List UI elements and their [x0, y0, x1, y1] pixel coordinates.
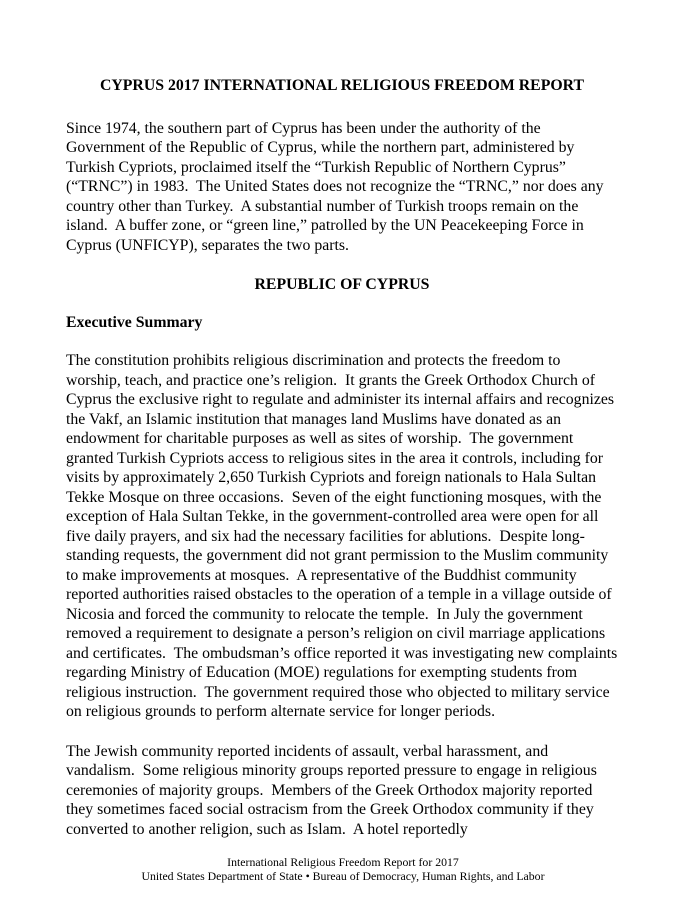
footer-line-2: United States Department of State • Bureau of Democracy, Human Rights, and Labor	[141, 868, 545, 883]
executive-summary-paragraph-2: The Jewish community reported incidents of assault, verbal harassment, and vandalism. Some religious minority groups reported pressure to engage in religious ceremonies of majority groups. Members of the Greek Orthodox majority reported they sometimes faced social ostracism from the Greek Orthodox community if they converted to another religion, such as Islam. A hotel reportedly	[66, 742, 601, 838]
section-heading-republic-of-cyprus: REPUBLIC OF CYPRUS	[254, 276, 430, 293]
page-footer	[0, 856, 686, 883]
intro-paragraph: Since 1974, the southern part of Cyprus has been under the authority of the Government of the Republic of Cyprus, while the northern part, administered by Turkish Cypriots, proclaimed itself the “Turkish Republic of Northern Cyprus” (“TRNC”) in 1983. The United States does not recognize the “TRNC,” nor does any country other than Turkey. A substantial number of Turkish troops remain on the island. A buffer zone, or “green line,” patrolled by the UN Peacekeeping Force in Cyprus (UNFICYP), separates the two parts.	[66, 119, 608, 254]
subsection-heading-executive-summary: Executive Summary	[66, 313, 203, 331]
executive-summary-paragraph-1: The constitution prohibits religious discrimination and protects the freedom to worship, teach, and practice one’s religion. It grants the Greek Orthodox Church of Cyprus the exclusive right to regulate and administer its internal affairs and recognizes the Vakf, an Islamic institution that manages land Muslims have donated as an endowment for charitable purposes as well as sites of worship. The government granted Turkish Cypriots access to religious sites in the area it controls, including for visits by approximately 2,650 Turkish Cypriots and foreign nationals to Hala Sultan Tekke Mosque on three occasions. Seven of the eight functioning mosques, with the exception of Hala Sultan Tekke, in the government-controlled area were open for all five daily prayers, and six had the necessary facilities for ablutions. Despite long-standing requests, the government did not grant permission to the Muslim community to make improvements at mosques. A representative of the Buddhist community reported authorities raised obstacles to the operation of a temple in a village outside of Nicosia and forced the community to relocate the temple. In July the government removed a requirement to designate a person’s religion on civil marriage applications and certificates. The ombudsman’s office reported it was investigating new complaints regarding Ministry of Education (MOE) regulations for exempting students from religious instruction. The government required those who objected to military service on religious grounds to perform alternate service for longer periods.	[66, 352, 622, 720]
document-content	[66, 76, 622, 859]
report-title: CYPRUS 2017 INTERNATIONAL RELIGIOUS FREEDOM REPORT	[99, 77, 585, 94]
footer-line-1: International Religious Freedom Report for 2017	[227, 855, 459, 869]
